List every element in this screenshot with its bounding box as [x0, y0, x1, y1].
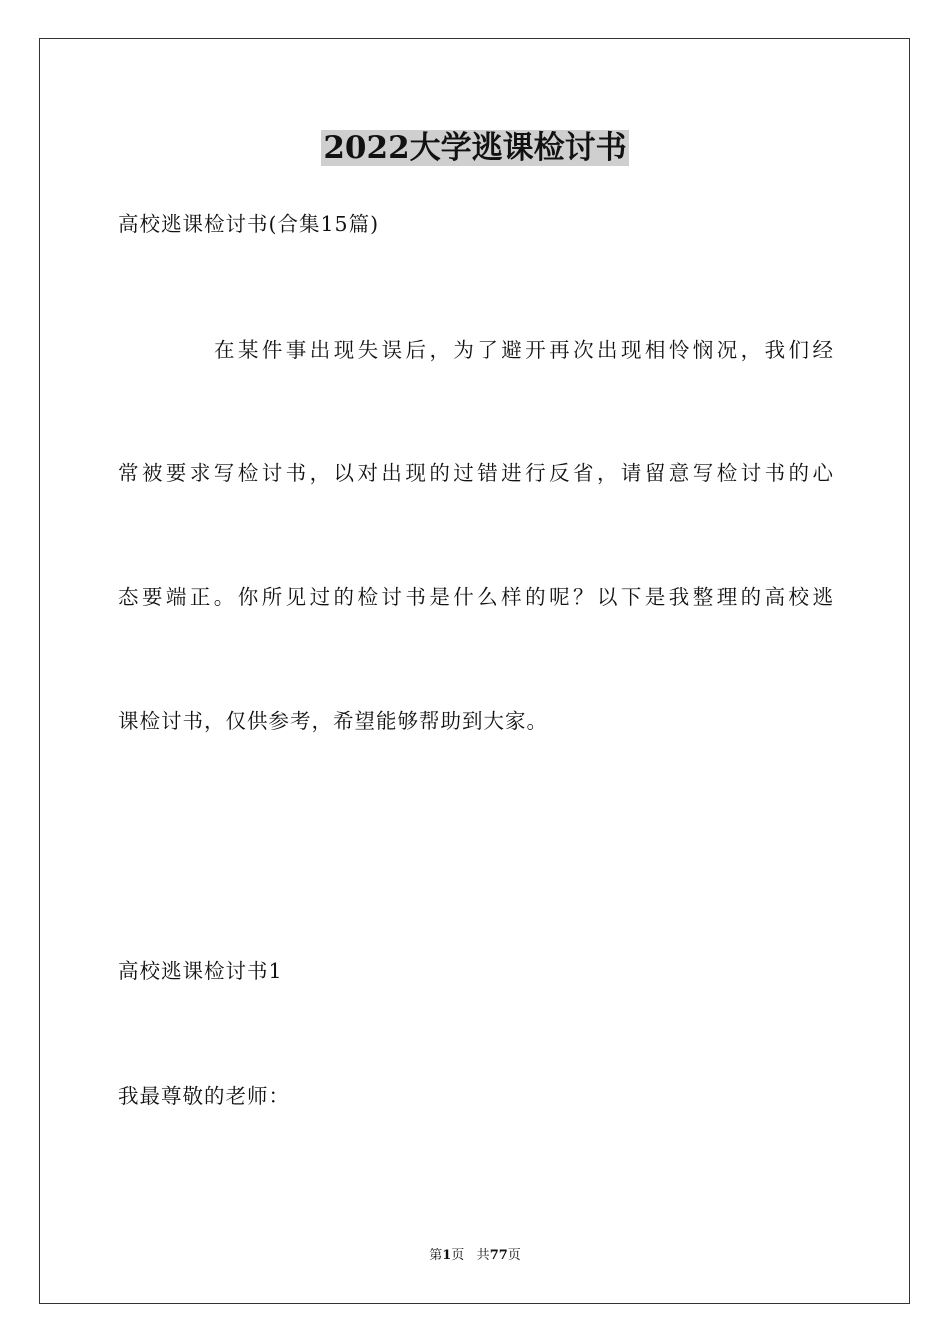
section-heading: 高校逃课检讨书1 — [118, 959, 283, 983]
intro-line-3: 态要端正。你所见过的检讨书是什么样的呢？以下是我整理的高校逃 — [118, 585, 834, 609]
page-suffix: 页 — [451, 1248, 465, 1263]
document-title — [0, 128, 950, 168]
total-suffix: 页 — [507, 1248, 521, 1263]
intro-line-4: 课检讨书，仅供参考，希望能够帮助到大家。 — [118, 709, 548, 733]
total-prefix: 共 — [476, 1248, 490, 1263]
document-subtitle: 高校逃课检讨书(合集15篇) — [118, 212, 380, 236]
intro-line-2: 常被要求写检讨书，以对出现的过错进行反省，请留意写检讨书的心 — [118, 461, 834, 485]
page-footer — [0, 1247, 950, 1265]
current-page-number: 1 — [442, 1248, 452, 1263]
intro-line-1: 在某件事出现失误后，为了避开再次出现相怜悯况，我们经 — [214, 338, 834, 362]
page-prefix: 第 — [429, 1248, 443, 1263]
total-page-count: 77 — [489, 1248, 508, 1263]
salutation: 我最尊敬的老师： — [118, 1084, 290, 1108]
document-title-text: 2022大学逃课检讨书 — [323, 130, 627, 166]
